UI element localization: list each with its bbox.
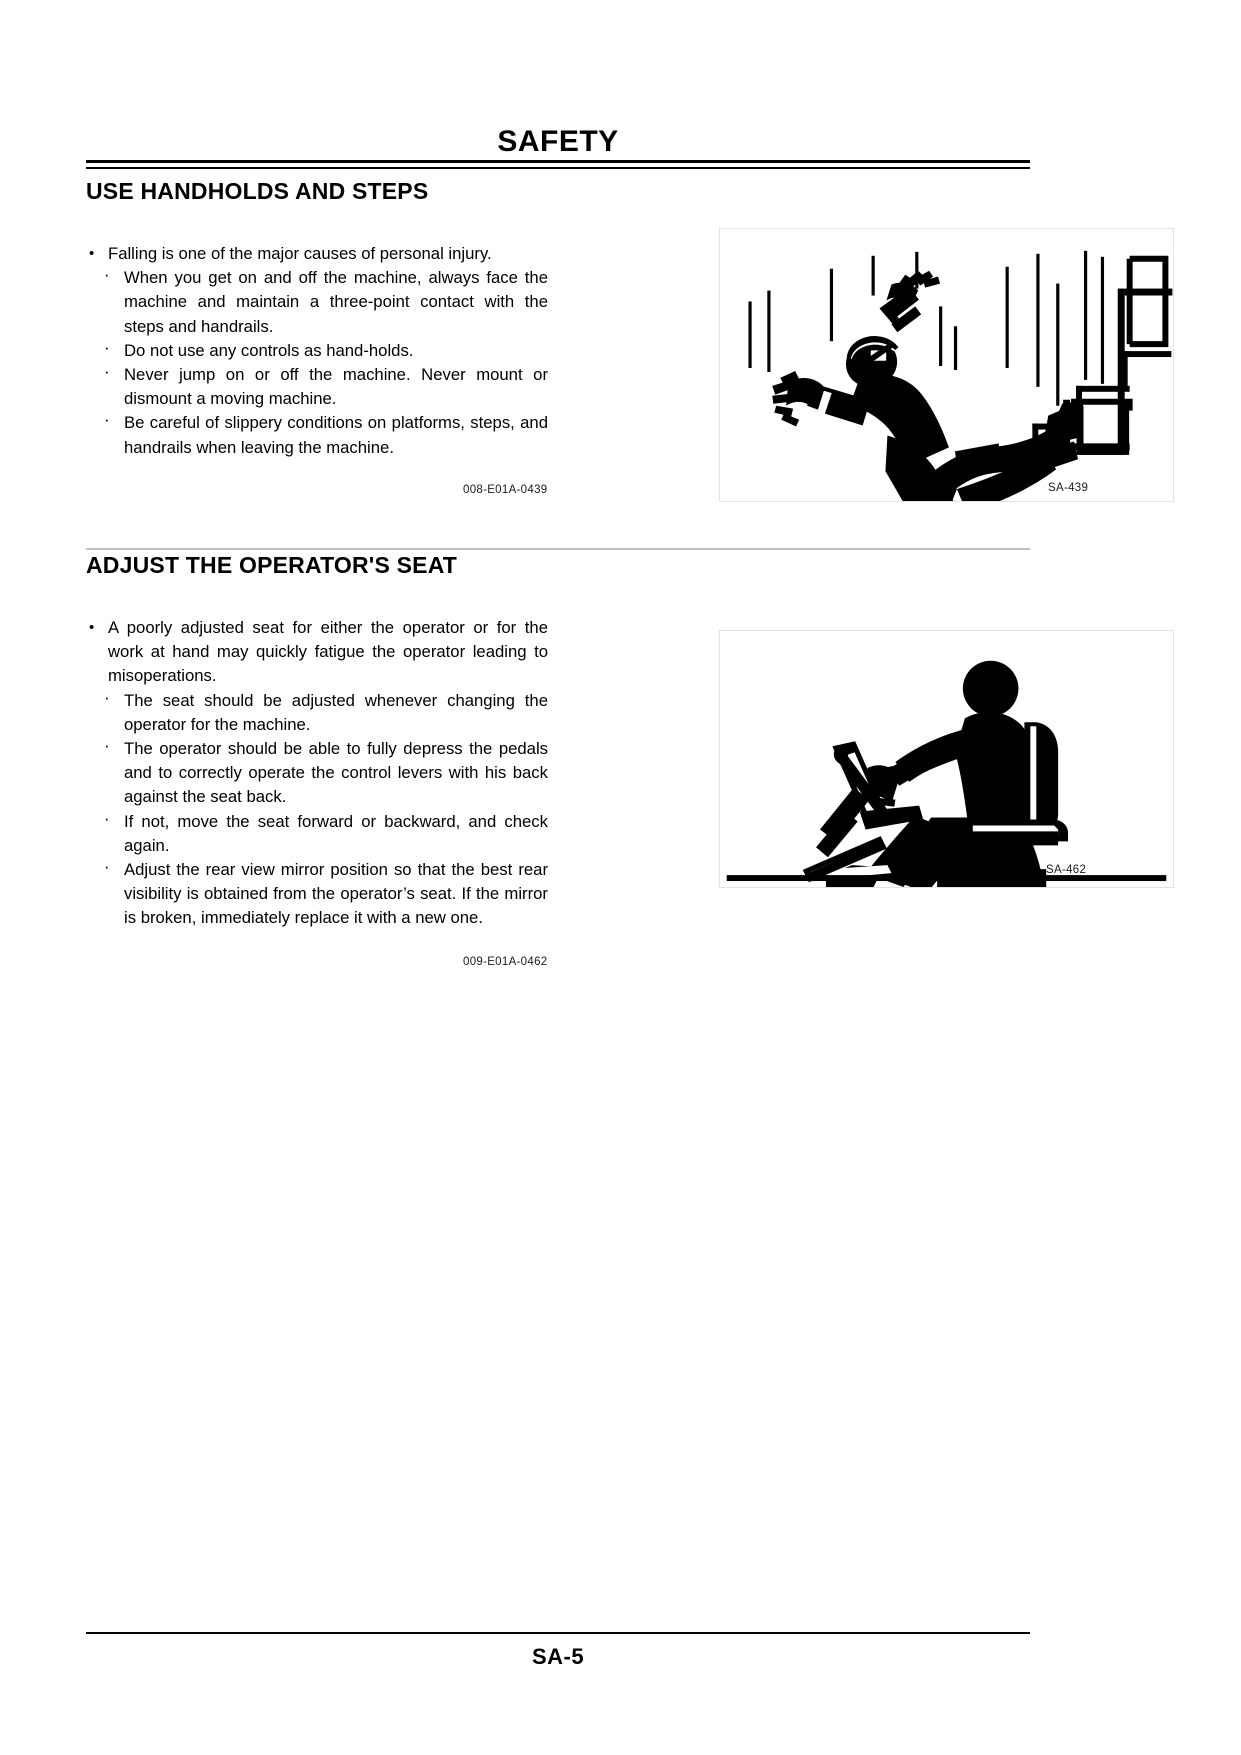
bullet-item — [86, 242, 548, 266]
sub-bullet-list-seat — [86, 689, 548, 931]
bullet-text: Falling is one of the major causes of personal injury. — [108, 244, 492, 263]
figure-seated-operator — [719, 630, 1174, 888]
section-use-handholds-and-steps — [86, 178, 1030, 457]
figure-caption-sa439: SA-439 — [1048, 482, 1089, 494]
falling-person-icon — [720, 229, 1173, 501]
bullet-marker-dot: · — [104, 687, 110, 707]
bullet-marker-dot: · — [104, 362, 110, 382]
footer-page-number: SA-5 — [531, 1644, 585, 1669]
bullet-marker-dot: · — [104, 410, 110, 430]
bullet-text: Do not use any controls as hand-holds. — [124, 340, 414, 360]
bullet-item — [102, 411, 548, 459]
bullet-item — [102, 810, 548, 858]
bullet-item — [102, 363, 548, 411]
bullet-marker-dot: · — [104, 337, 110, 357]
bullet-text: The operator should be able to fully depress the pedals and to correctly operate the control levers with his back against the seat back. — [124, 739, 548, 807]
bullet-text: Be careful of slippery conditions on platforms, steps, and handrails when leaving the machine. — [124, 413, 548, 457]
bullet-item — [102, 339, 548, 363]
bullet-marker-dot: · — [104, 808, 110, 828]
bullet-item — [102, 689, 548, 737]
bullet-marker-dot: · — [104, 736, 110, 756]
page-title: SAFETY — [497, 125, 619, 158]
bullet-item — [102, 858, 548, 931]
bullet-item — [102, 737, 548, 810]
text-column-seat — [86, 616, 548, 931]
section-heading-handholds: USE HANDHOLDS AND STEPS — [86, 178, 429, 204]
section-heading-seat: ADJUST THE OPERATOR'S SEAT — [86, 552, 458, 578]
bullet-text: Adjust the rear view mirror position so that the best rear visibility is obtained from the operator’s seat. If the mirror is broken, immediately replace it with a new one. — [124, 860, 548, 928]
seated-operator-icon — [720, 631, 1173, 887]
bullet-text: When you get on and off the machine, always face the machine and maintain a three-point contact with the steps and handrails. — [124, 268, 548, 336]
bullet-text: Never jump on or off the machine. Never mount or dismount a moving machine. — [124, 365, 548, 409]
bullet-text: A poorly adjusted seat for either the operator or for the work at hand may quickly fatigue the operator leading to misoperations. — [108, 618, 548, 686]
sub-bullet-list-handholds — [86, 266, 548, 460]
footer-rule — [86, 1632, 1030, 1634]
bullet-marker-dot: · — [104, 857, 110, 877]
bullet-text: If not, move the seat forward or backward, and check again. — [124, 811, 548, 855]
bullet-marker-dot: • — [89, 245, 95, 262]
section-adjust-operators-seat — [86, 552, 1030, 928]
bullet-item — [86, 616, 548, 689]
bullet-list-seat — [86, 616, 548, 931]
bullet-item — [102, 266, 548, 339]
reference-code-008: 008-E01A-0439 — [463, 484, 548, 496]
figure-caption-sa462: SA-462 — [1046, 864, 1087, 876]
bullet-list-handholds — [86, 242, 548, 460]
bullet-text: The seat should be adjusted whenever changing the operator for the machine. — [124, 690, 548, 734]
reference-code-009: 009-E01A-0462 — [463, 956, 548, 968]
figure-falling-person — [719, 228, 1174, 502]
header-rule-top — [86, 160, 1030, 163]
text-column-handholds — [86, 242, 548, 460]
page-header — [86, 125, 1030, 159]
bullet-marker-dot: • — [89, 619, 95, 636]
bullet-marker-dot: · — [104, 265, 110, 285]
section-divider — [86, 548, 1030, 550]
header-rule-bottom — [86, 167, 1030, 169]
